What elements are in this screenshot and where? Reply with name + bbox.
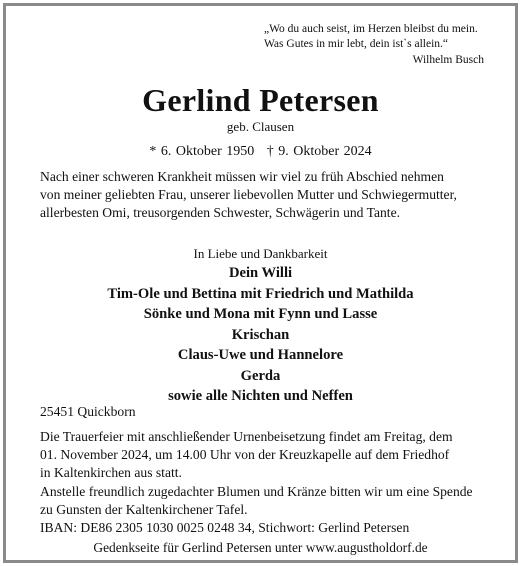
text-line: von meiner geliebten Frau, unserer liebevollen Mutter und Schwiegermutter, (40, 187, 457, 202)
notice-border (3, 3, 518, 563)
text-line: Nach einer schweren Krankheit müssen wir viel zu früh Abschied nehmen (40, 169, 444, 184)
iban-line: IBAN: DE86 2305 1030 0025 0248 34, Stichwort: Gerlind Petersen (40, 520, 410, 535)
deceased-name: Gerlind Petersen (142, 82, 379, 118)
text-line: Anstelle freundlich zugedachter Blumen und Kränze bitten wir um eine Spende (40, 484, 473, 499)
quote-line: „Wo du auch seist, im Herzen bleibst du mein. (264, 23, 478, 35)
mourner-name: Claus-Uwe und Hannelore (177, 347, 344, 363)
donation-paragraph (40, 483, 500, 537)
mourner-name: Krischan (231, 326, 290, 343)
mourners-heading: In Liebe und Dankbarkeit (193, 246, 328, 261)
mourner-name: Tim-Ole und Bettina mit Friedrich und Mathilda (107, 285, 414, 302)
death-date: † 9. Oktober 2024 (266, 144, 372, 159)
quote-line: Was Gutes in mir lebt, dein ist`s allein.“ (264, 38, 448, 50)
mourner-name: Gerda (240, 367, 281, 384)
memorial-page-link: Gedenkseite für Gerlind Petersen unter www.augustholdorf.de (93, 540, 428, 555)
text-line: in Kaltenkirchen aus statt. (40, 465, 182, 480)
mourners-block (10, 245, 511, 407)
text-line: zu Gunsten der Kaltenkirchener Tafel. (40, 502, 248, 517)
mourner-name: Sönke und Mona mit Fynn und Lasse (143, 306, 378, 322)
obituary-notice (10, 10, 511, 556)
text-line: allerbesten Omi, treusorgenden Schwester, Schwägerin und Tante. (40, 205, 401, 220)
text-line: 01. November 2024, um 14.00 Uhr von der Kreuzkapelle auf dem Friedhof (40, 447, 450, 462)
intro-paragraph (40, 168, 500, 222)
quote-author: Wilhelm Busch (412, 54, 484, 66)
place: 25451 Quickborn (40, 404, 136, 419)
text-line: Die Trauerfeier mit anschließender Urnenbeisetzung findet am Freitag, dem (40, 429, 453, 444)
birth-name: geb. Clausen (226, 119, 295, 134)
birth-date: * 6. Oktober 1950 (149, 144, 255, 159)
ceremony-paragraph (40, 428, 500, 482)
life-dates (10, 144, 511, 160)
mourner-name: sowie alle Nichten und Neffen (168, 388, 353, 404)
quote-block (264, 22, 484, 68)
mourner-name: Dein Willi (228, 265, 293, 281)
